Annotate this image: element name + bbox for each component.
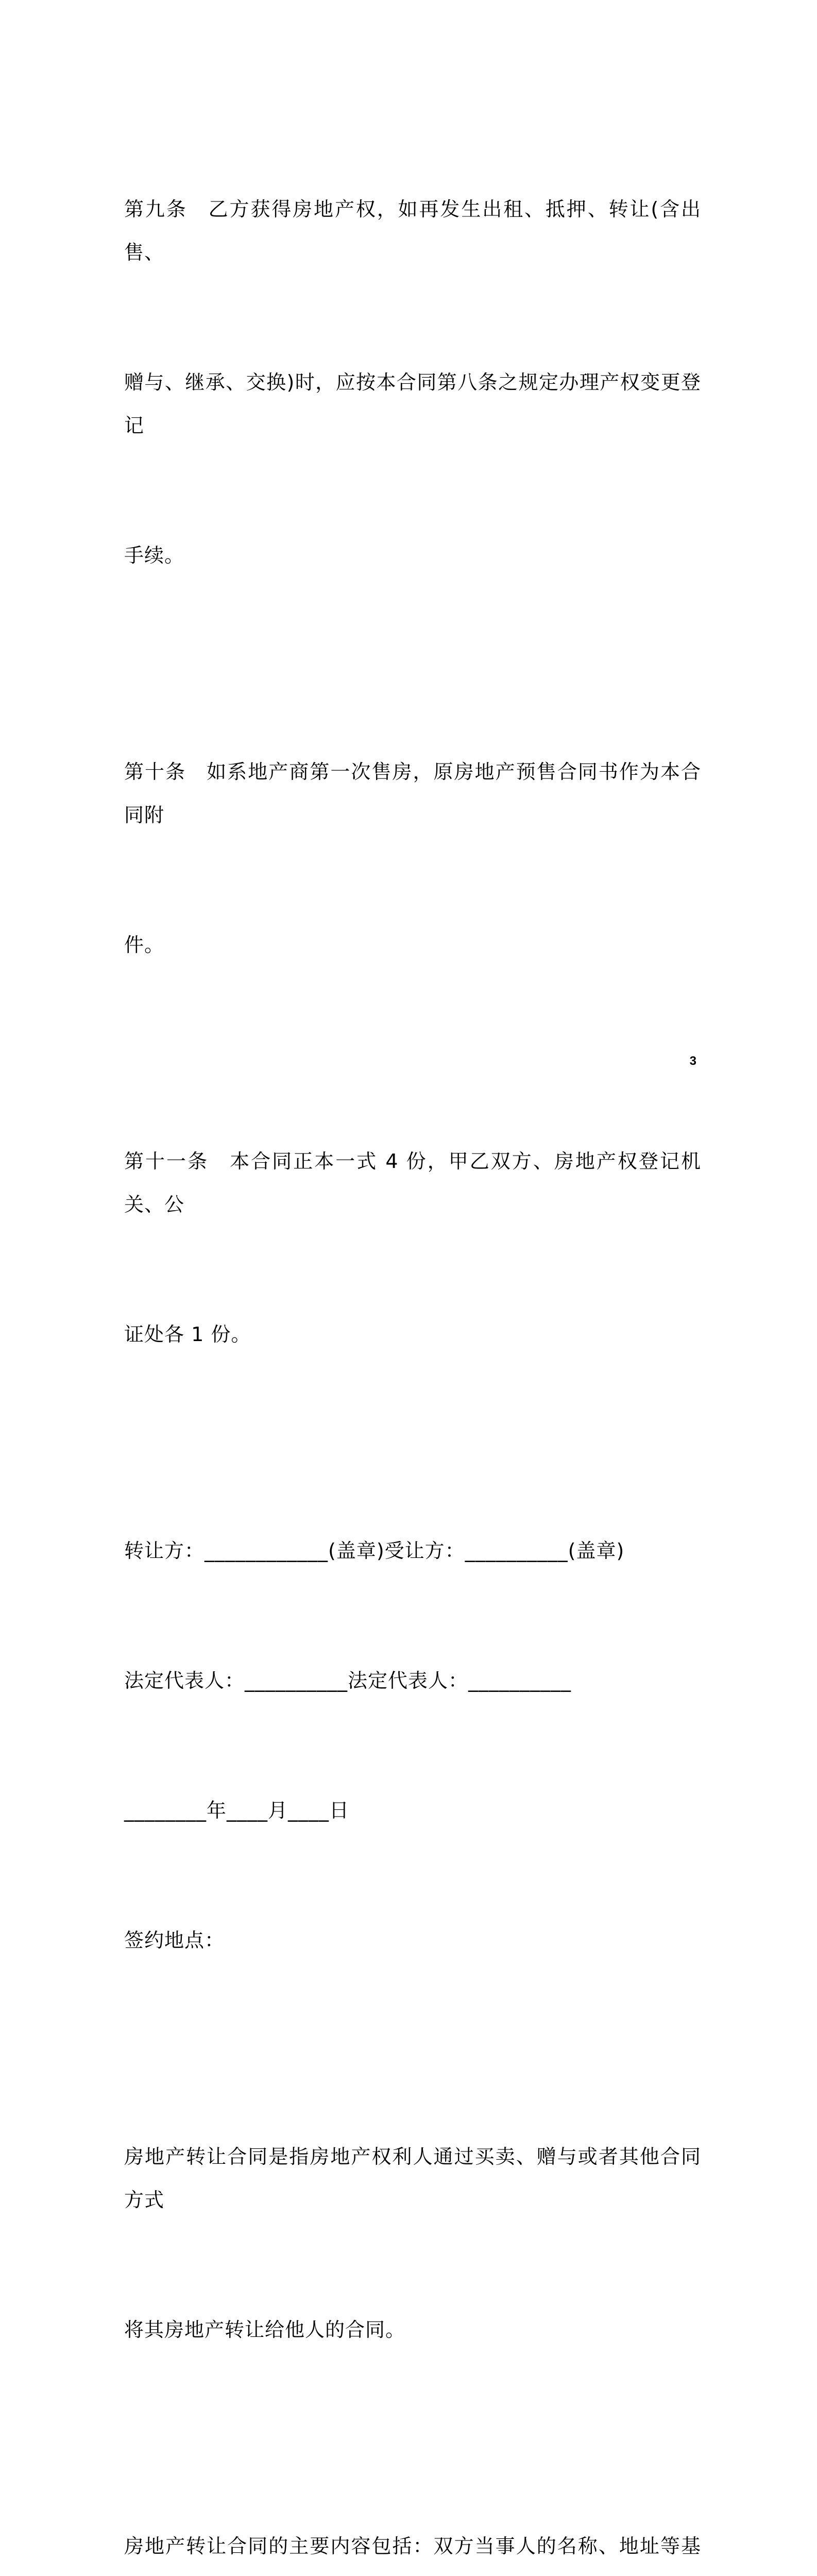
- legal-representatives-line: 法定代表人：__________法定代表人：__________: [124, 1669, 572, 1692]
- text-line: 赠与、继承、交换)时，应按本合同第八条之规定办理产权变更登记: [124, 371, 701, 437]
- text-line: 件。: [124, 934, 165, 956]
- text-line: 手续。: [124, 544, 185, 567]
- text-line: 房地产转让合同的主要内容包括：双方当事人的名称、地址等基: [124, 2535, 701, 2557]
- signing-place-line: 签约地点：: [124, 1929, 225, 1952]
- text-line: 第十一条 本合同正本一式 4 份，甲乙双方、房地产权登记机关、公: [124, 1150, 701, 1216]
- paragraph-article-9: [124, 101, 701, 664]
- paragraph-main-content: [124, 2438, 701, 2576]
- paragraph-article-11: [124, 1053, 701, 1443]
- text-line: 证处各 1 份。: [124, 1323, 251, 1346]
- text-line: 第九条 乙方获得房地产权，如再发生出租、抵押、转让(含出售、: [124, 198, 701, 264]
- document-body: [124, 101, 701, 2576]
- signature-block: [124, 1443, 701, 2048]
- page-number: 3: [689, 1054, 696, 1068]
- signature-parties-line: 转让方：____________(盖章)受让方：__________(盖章): [124, 1539, 625, 1562]
- date-line: ________年____月____日: [124, 1799, 350, 1822]
- paragraph-article-10: [124, 664, 701, 1053]
- text-line: 第十条 如系地产商第一次售房，原房地产预售合同书作为本合同附: [124, 760, 701, 826]
- paragraph-definition: [124, 2048, 701, 2438]
- text-line: 将其房地产转让给他人的合同。: [124, 2318, 406, 2341]
- text-line: 房地产转让合同是指房地产权利人通过买卖、赠与或者其他合同方式: [124, 2145, 701, 2211]
